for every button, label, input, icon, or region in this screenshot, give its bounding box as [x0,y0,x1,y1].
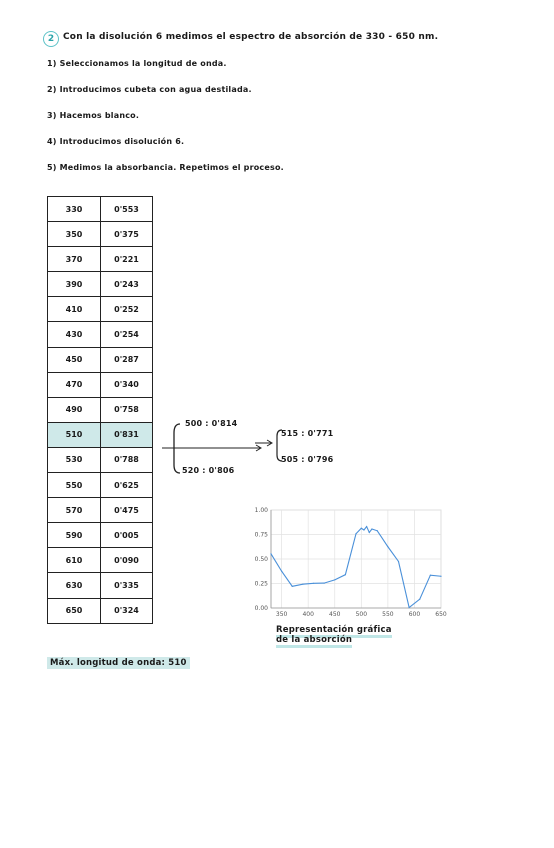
table-row [48,197,153,222]
wavelength-cell: 650 [48,598,101,623]
absorbance-cell: 0'335 [101,573,153,598]
data-point [409,607,410,608]
wavelength-cell: 550 [48,473,101,498]
x-tick-label: 500 [355,611,368,618]
data-point [302,584,303,585]
data-point [363,529,364,530]
wavelength-cell: 410 [48,297,101,322]
absorbance-cell: 0'340 [101,372,153,397]
data-point [398,561,399,562]
y-tick-label: 1.00 [254,507,268,514]
x-tick-label: 450 [329,611,341,618]
wavelength-cell: 350 [48,222,101,247]
data-point [419,599,420,600]
table-row [48,447,153,472]
table-row [48,372,153,397]
step-1: 1) Seleccionamos la longitud de onda. [47,59,227,68]
table-row [48,498,153,523]
step-4: 4) Introducimos disolución 6. [47,137,185,146]
absorbance-cell: 0'831 [101,422,153,447]
wavelength-cell: 390 [48,272,101,297]
absorbance-cell: 0'375 [101,222,153,247]
absorbance-cell: 0'324 [101,598,153,623]
absorbance-cell: 0'758 [101,397,153,422]
data-point [366,526,367,527]
table-row [48,422,153,447]
wavelength-cell: 490 [48,397,101,422]
branch2-top: 515 : 0'771 [281,429,334,438]
chart-caption [276,625,392,645]
question-number-badge: 2 [43,31,59,47]
branch1-bottom: 520 : 0'806 [182,466,235,475]
table-row [48,397,153,422]
step-2: 2) Introducimos cubeta con agua destilada. [47,85,252,94]
data-point [430,575,431,576]
data-point [270,553,271,554]
caption-line-1: Representación gráfica [276,625,392,638]
table-row [48,297,153,322]
step-3: 3) Hacemos blanco. [47,111,140,120]
table-row [48,272,153,297]
data-point [369,532,370,533]
x-tick-label: 350 [275,611,288,618]
data-point [377,530,378,531]
table-row [48,322,153,347]
wavelength-cell: 630 [48,573,101,598]
data-point [361,528,362,529]
wavelength-cell: 610 [48,548,101,573]
question-title: Con la disolución 6 medimos el espectro de absorción de 330 - 650 nm. [63,32,439,42]
wavelength-cell: 370 [48,247,101,272]
wavelength-cell: 330 [48,197,101,222]
data-point [313,583,314,584]
absorbance-cell: 0'221 [101,247,153,272]
table-row [48,573,153,598]
data-point [281,571,282,572]
wavelength-cell: 470 [48,372,101,397]
wavelength-cell: 570 [48,498,101,523]
data-point [355,533,356,534]
branch2-bottom: 505 : 0'796 [281,455,334,464]
data-point [292,586,293,587]
y-tick-label: 0.75 [254,531,268,539]
y-tick-label: 0.00 [254,605,268,612]
table-row [48,523,153,548]
x-tick-label: 550 [382,611,394,618]
caption-line-2: de la absorción [276,635,352,648]
table-row [48,548,153,573]
table-row [48,247,153,272]
x-tick-label: 650 [435,611,447,618]
wavelength-cell: 450 [48,347,101,372]
absorbance-cell: 0'243 [101,272,153,297]
data-point [440,576,441,577]
data-point [371,528,372,529]
x-tick-label: 400 [302,611,314,618]
absorbance-cell: 0'090 [101,548,153,573]
wavelength-cell: 510 [48,422,101,447]
data-point [345,574,346,575]
max-wavelength-note: Máx. longitud de onda: 510 [47,657,190,669]
absorbance-cell: 0'553 [101,197,153,222]
x-tick-label: 600 [408,611,421,618]
data-point [334,579,335,580]
table-row [48,598,153,623]
y-tick-label: 0.50 [254,556,268,563]
data-point [387,546,388,547]
table-row [48,473,153,498]
table-row [48,222,153,247]
step-5: 5) Medimos la absorbancia. Repetimos el proceso. [47,163,284,172]
absorbance-cell: 0'625 [101,473,153,498]
absorbance-table [47,196,153,624]
wavelength-cell: 530 [48,447,101,472]
table-row [48,347,153,372]
branch1-top: 500 : 0'814 [185,419,238,428]
absorbance-cell: 0'254 [101,322,153,347]
absorption-chart [244,500,449,620]
wavelength-cell: 430 [48,322,101,347]
data-point [324,583,325,584]
absorbance-cell: 0'287 [101,347,153,372]
absorbance-cell: 0'252 [101,297,153,322]
absorbance-cell: 0'005 [101,523,153,548]
absorbance-cell: 0'788 [101,447,153,472]
absorbance-cell: 0'475 [101,498,153,523]
wavelength-cell: 590 [48,523,101,548]
y-tick-label: 0.25 [254,580,268,588]
